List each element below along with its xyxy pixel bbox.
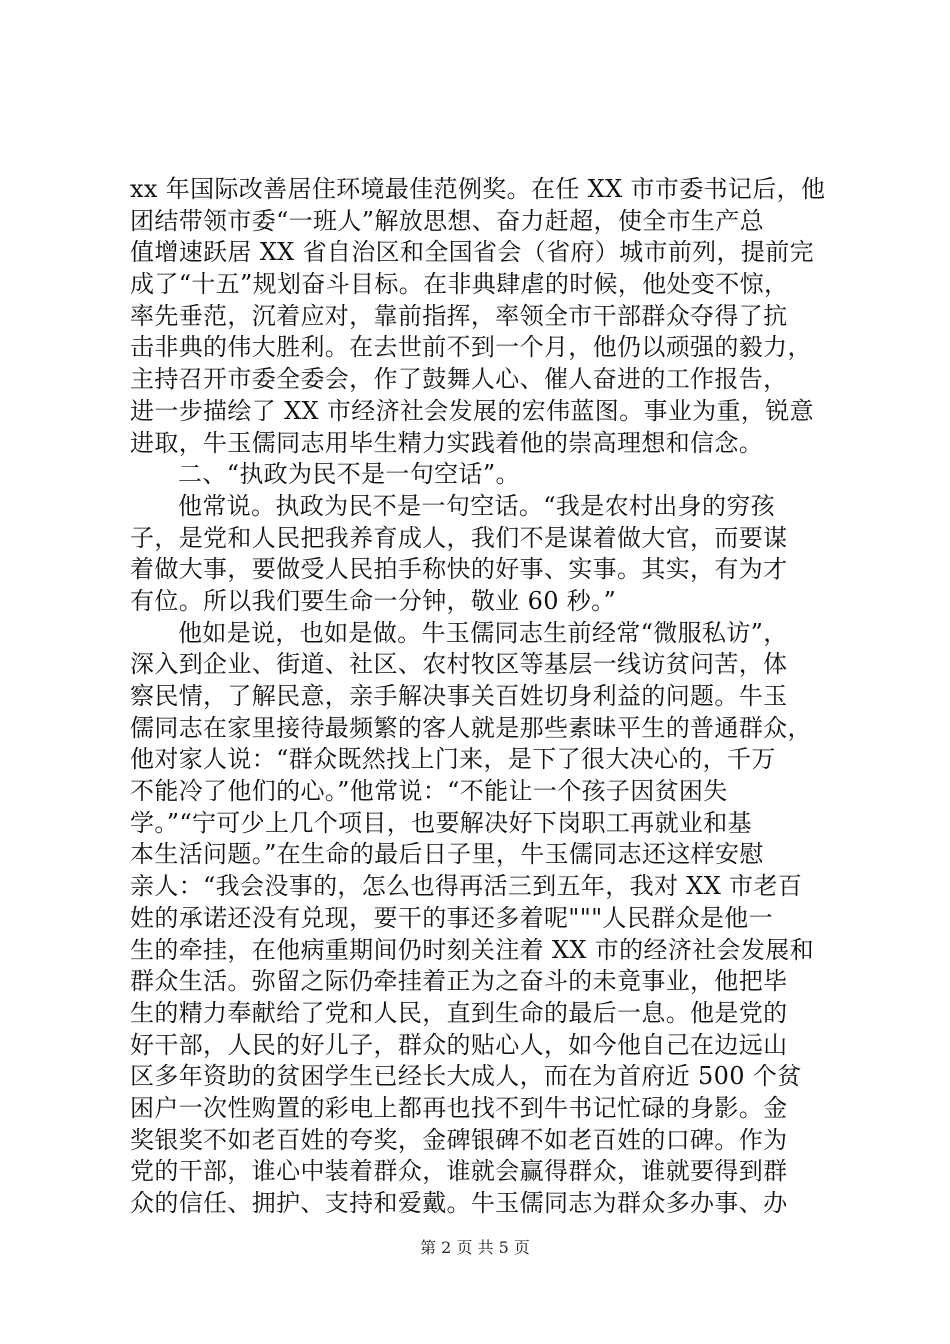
- text-line: 着做大事，要做受人民拍手称快的好事、实事。其实，有为才: [130, 555, 788, 584]
- page-number-label: 第 2 页 共 5 页: [420, 1238, 530, 1257]
- text-line: 进取，牛玉儒同志用毕生精力实践着他的崇高理想和信念。: [130, 428, 764, 457]
- text-line: 他常说。执政为民不是一句空话。“我是农村出身的穷孩: [178, 491, 776, 520]
- text-line: 子，是党和人民把我养育成人，我们不是谋着做大官，而要谋: [130, 523, 788, 552]
- text-line: 值增速跃居 XX 省自治区和全国省会（省府）城市前列，提前完: [130, 238, 814, 267]
- text-line: 困户一次性购置的彩电上都再也找不到牛书记忙碌的身影。金: [130, 1093, 788, 1122]
- text-line: 儒同志在家里接待最频繁的客人就是那些素昧平生的普通群众，: [130, 713, 812, 742]
- text-line: 他对家人说：“群众既然找上门来，是下了很大决心的，千万: [130, 745, 776, 774]
- text-line: 率先垂范，沉着应对，靠前指挥，率领全市干部群众夺得了抗: [130, 301, 788, 330]
- text-line: 奖银奖不如老百姓的夸奖，金碑银碑不如老百姓的口碑。作为: [130, 1125, 788, 1154]
- text-line: 生的牵挂，在他病重期间仍时刻关注着 XX 市的经济社会发展和: [130, 935, 814, 964]
- text-line: 学。”“宁可少上几个项目，也要解决好下岗职工再就业和基: [130, 808, 752, 837]
- text-line: 察民情，了解民意，亲手解决事关百姓切身利益的问题。牛玉: [130, 682, 788, 710]
- text-line: 进一步描绘了 XX 市经济社会发展的宏伟蓝图。事业为重，锐意: [130, 396, 814, 425]
- text-line: 好干部，人民的好儿子，群众的贴心人，如今他自己在边远山: [130, 1030, 788, 1059]
- text-line: 有位。所以我们要生命一分钟，敬业 60 秒。”: [130, 586, 617, 615]
- text-line: 姓的承诺还没有兑现，要干的事还多着呢"""人民群众是他一: [130, 903, 773, 932]
- text-line: 主持召开市委全委会，作了鼓舞人心、催人奋进的工作报告，: [130, 365, 788, 394]
- text-line: 生的精力奉献给了党和人民，直到生命的最后一息。他是党的: [130, 998, 788, 1027]
- text-line: xx 年国际改善居住环境最佳范例奖。在任 XX 市市委书记后，他: [130, 175, 826, 203]
- text-line: 击非典的伟大胜利。在去世前不到一个月，他仍以顽强的毅力，: [130, 333, 812, 362]
- text-line: 本生活问题。”在生命的最后日子里，牛玉儒同志还这样安慰: [130, 840, 764, 869]
- section-heading: 二、“执政为民不是一句空话”。: [178, 460, 520, 489]
- text-line: 亲人：“我会没事的，怎么也得再活三到五年，我对 XX 市老百: [130, 872, 803, 901]
- text-line: 众的信任、拥护、支持和爱戴。牛玉儒同志为群众多办事、办: [130, 1189, 788, 1217]
- text-line: 区多年资助的贫困学生已经长大成人，而在为首府近 500 个贫: [130, 1062, 802, 1091]
- text-line: 成了“十五”规划奋斗目标。在非典肆虐的时候，他处变不惊，: [130, 270, 789, 299]
- text-line: 深入到企业、街道、社区、农村牧区等基层一线访贫问苦，体: [130, 650, 788, 679]
- text-line: 群众生活。弥留之际仍牵挂着正为之奋斗的未竟事业，他把毕: [130, 967, 788, 996]
- text-line: 不能冷了他们的心。”他常说：“不能让一个孩子因贫困失: [130, 777, 728, 806]
- body-text: [130, 174, 824, 1220]
- text-line: 党的干部，谁心中装着群众，谁就会赢得群众，谁就要得到群: [130, 1157, 788, 1186]
- text-line: 他如是说，也如是做。牛玉儒同志生前经常“微服私访”，: [178, 618, 788, 647]
- text-line: 团结带领市委“一班人”解放思想、奋力赶超，使全市生产总: [130, 206, 764, 235]
- page-footer: [0, 1238, 950, 1258]
